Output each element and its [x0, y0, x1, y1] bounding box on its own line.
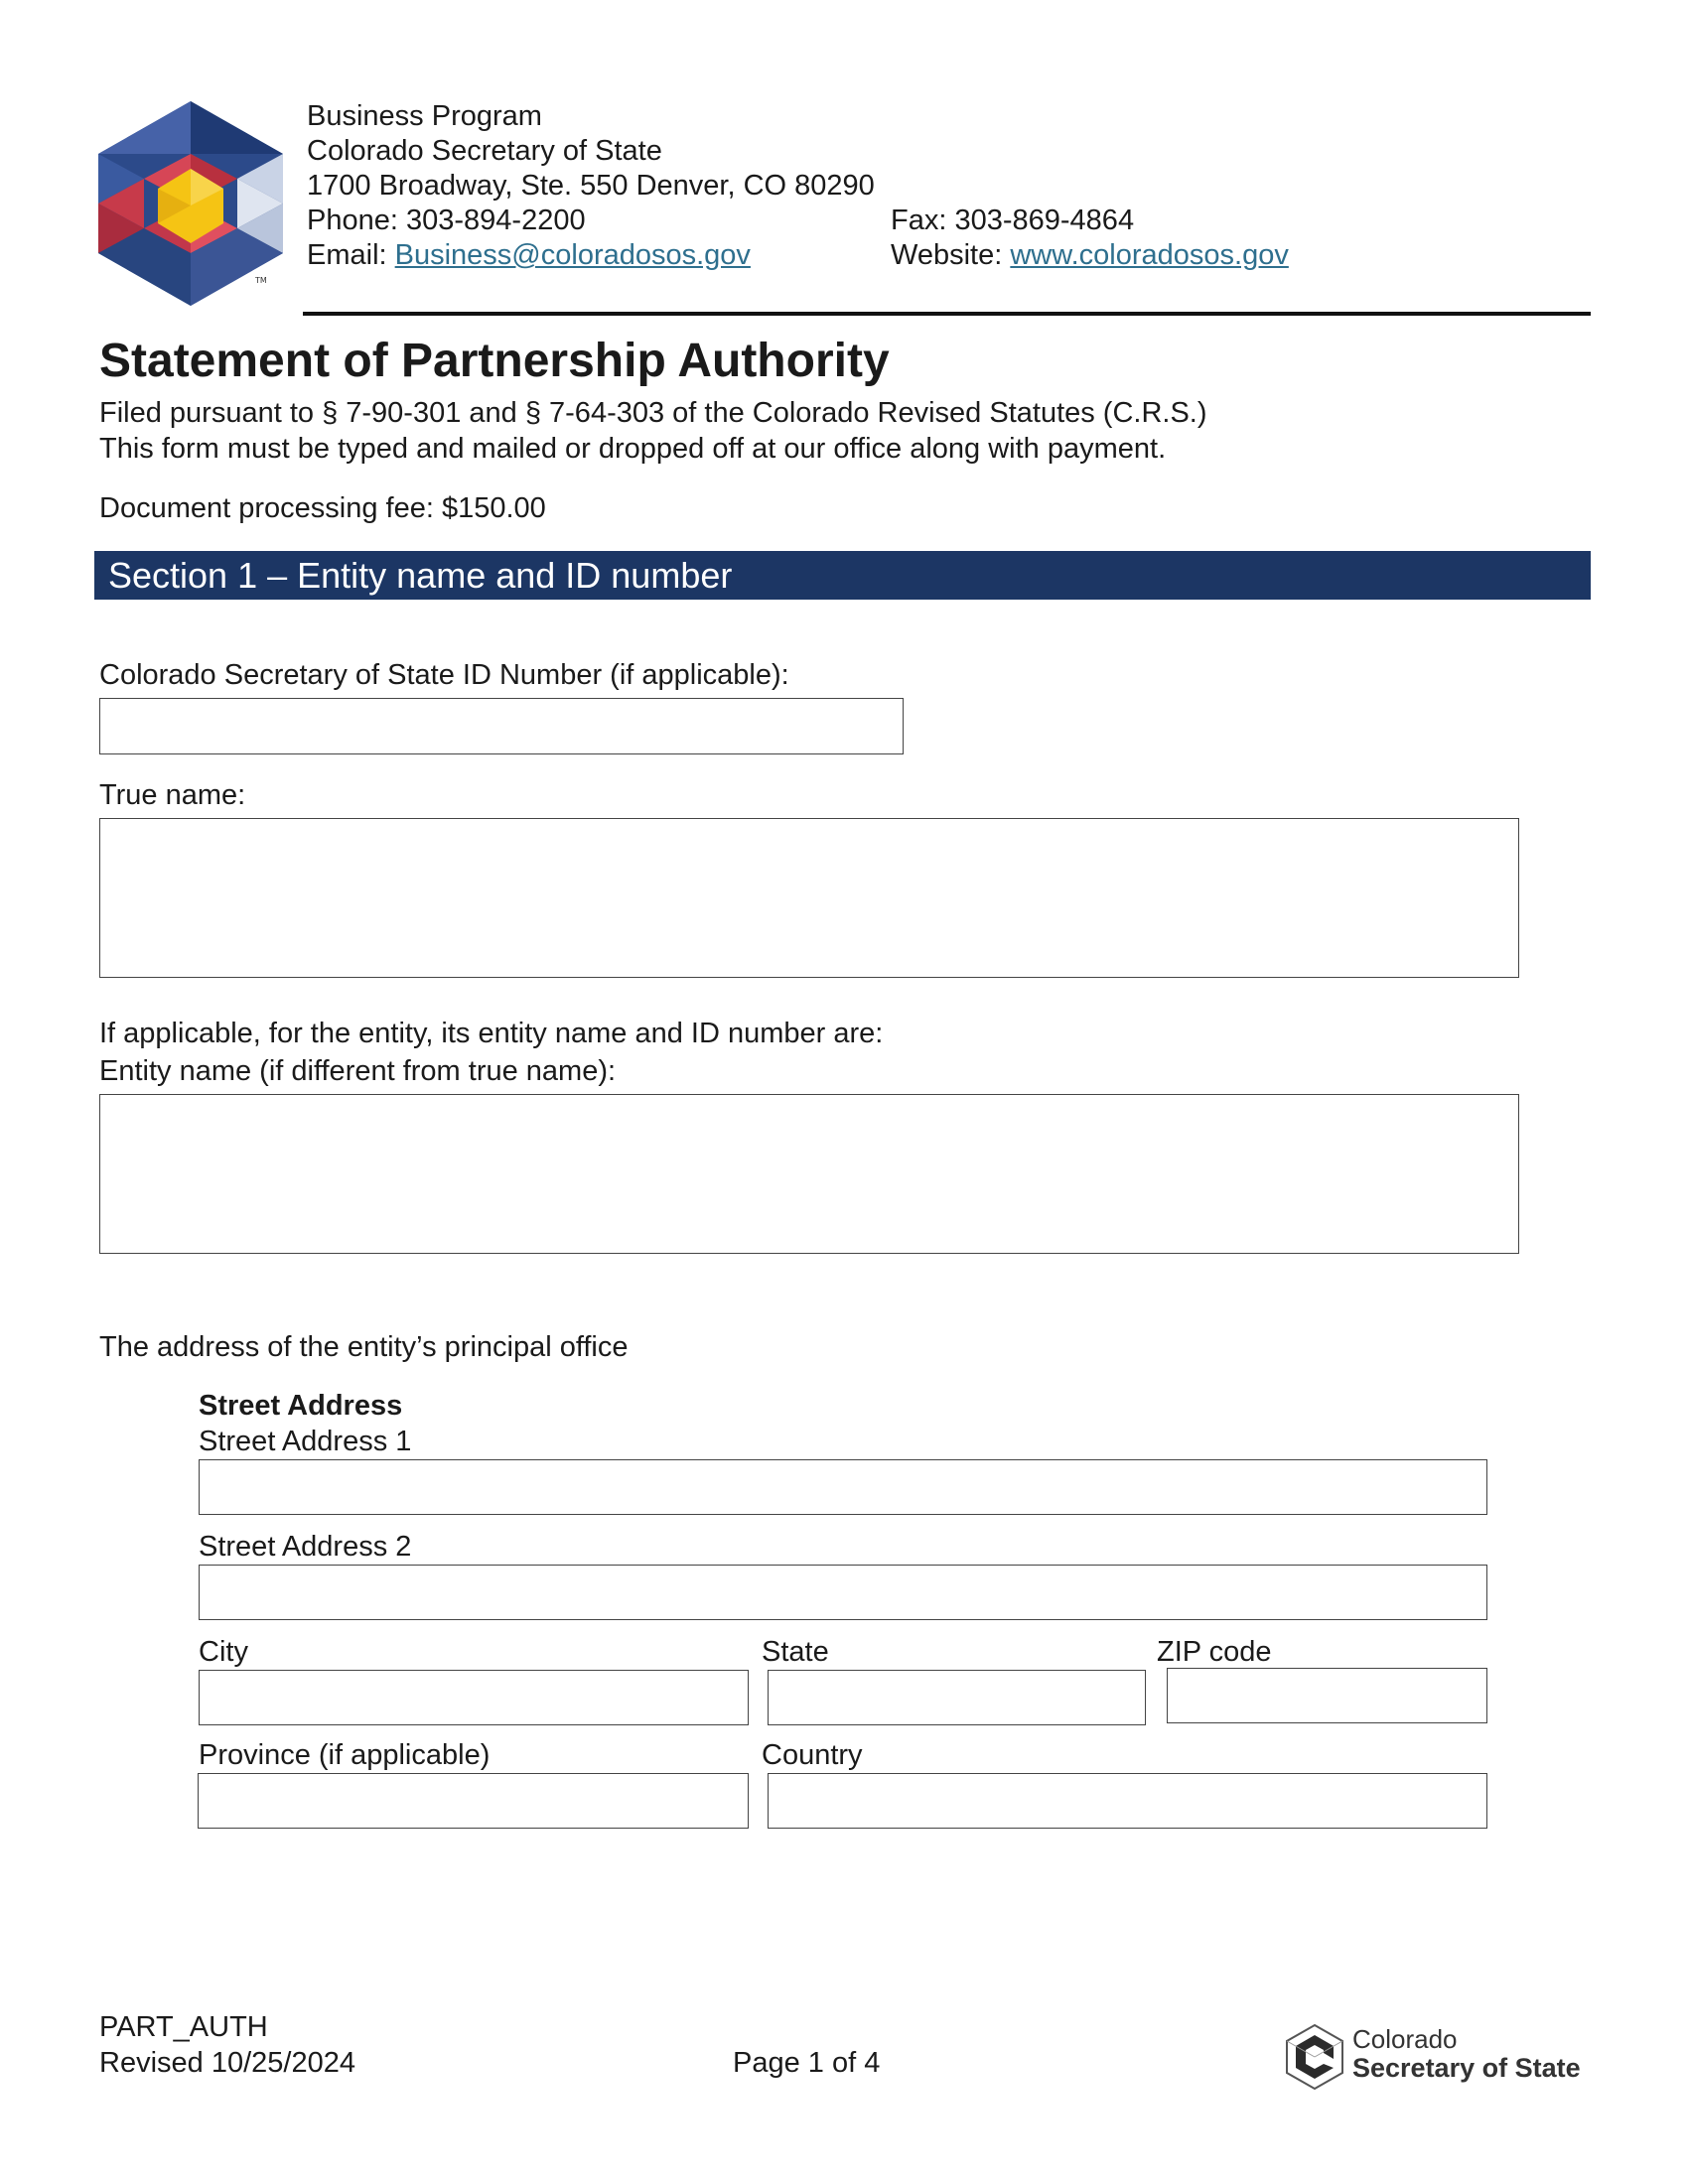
city-input[interactable] [199, 1670, 749, 1725]
zip-code-input[interactable] [1167, 1668, 1487, 1723]
footer-logo-line2: Secretary of State [1352, 2053, 1581, 2083]
sos-footer-cube-icon [1284, 2023, 1345, 2091]
true-name-label: True name: [99, 779, 246, 811]
page-title: Statement of Partnership Authority [99, 335, 890, 387]
header-divider [303, 312, 1591, 316]
street-address-heading: Street Address [199, 1390, 403, 1422]
header-address: 1700 Broadway, Ste. 550 Denver, CO 80290 [307, 170, 875, 202]
header-website [891, 238, 1289, 273]
zip-code-label: ZIP code [1157, 1636, 1272, 1668]
colorado-sos-hexagon-logo [96, 99, 285, 308]
street-address-2-label: Street Address 2 [199, 1531, 412, 1563]
phone-value: 303-894-2200 [405, 205, 586, 236]
fax-value: 303-869-4864 [954, 205, 1135, 236]
email-link[interactable]: Business@coloradosos.gov [394, 239, 751, 271]
entity-name-label: Entity name (if different from true name): [99, 1055, 617, 1087]
header-fax [891, 204, 1134, 238]
province-label: Province (if applicable) [199, 1739, 491, 1771]
fax-label: Fax: [891, 205, 955, 236]
header-phone [307, 204, 586, 238]
header-email [307, 238, 751, 273]
entity-intro-text: If applicable, for the entity, its entity name and ID number are: [99, 1018, 884, 1049]
header-program: Business Program [307, 100, 542, 132]
street-address-2-input[interactable] [199, 1565, 1487, 1620]
subtitle-instructions: This form must be typed and mailed or dropped off at our office along with payment. [99, 433, 1167, 465]
id-number-label: Colorado Secretary of State ID Number (if applicable): [99, 659, 789, 691]
country-input[interactable] [768, 1773, 1487, 1829]
entity-name-input[interactable] [99, 1094, 1519, 1254]
country-label: Country [762, 1739, 863, 1771]
id-number-input[interactable] [99, 698, 904, 754]
revised-date: Revised 10/25/2024 [99, 2047, 355, 2079]
footer-logo-line1: Colorado [1352, 2024, 1458, 2054]
section-1-heading: Section 1 – Entity name and ID number [94, 551, 1591, 600]
email-label: Email: [307, 239, 395, 271]
state-label: State [762, 1636, 829, 1668]
processing-fee: Document processing fee: $150.00 [99, 492, 546, 524]
phone-label: Phone: [307, 205, 406, 236]
trademark-mark: TM [255, 276, 267, 285]
page-number: Page 1 of 4 [733, 2047, 881, 2079]
state-input[interactable] [768, 1670, 1146, 1725]
website-link[interactable]: www.coloradosos.gov [1010, 239, 1289, 271]
city-label: City [199, 1636, 248, 1668]
province-input[interactable] [198, 1773, 749, 1829]
true-name-input[interactable] [99, 818, 1519, 978]
address-intro-text: The address of the entity’s principal office [99, 1331, 629, 1363]
header-office: Colorado Secretary of State [307, 135, 662, 167]
website-label: Website: [891, 239, 1011, 271]
street-address-1-label: Street Address 1 [199, 1426, 412, 1457]
form-code: PART_AUTH [99, 2011, 268, 2043]
street-address-1-input[interactable] [199, 1459, 1487, 1515]
subtitle-statute: Filed pursuant to § 7-90-301 and § 7-64-303 of the Colorado Revised Statutes (C.R.S.) [99, 397, 1207, 429]
